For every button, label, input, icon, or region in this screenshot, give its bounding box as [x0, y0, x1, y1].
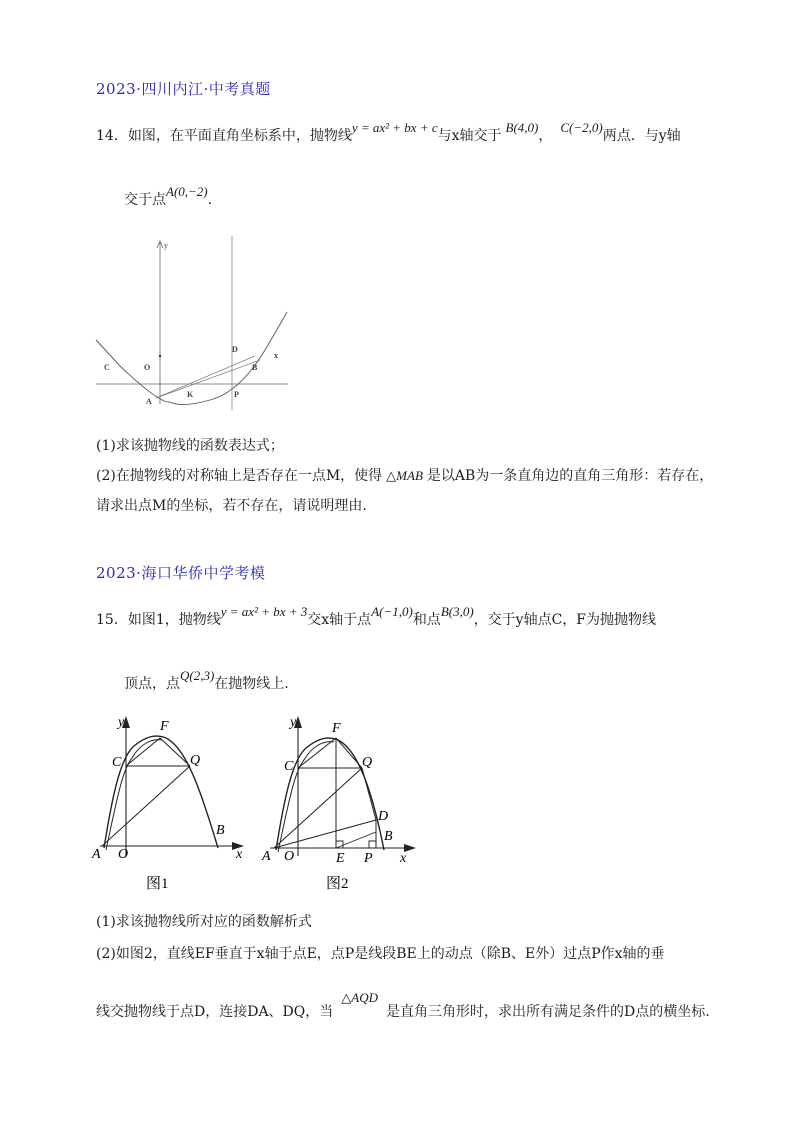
stem-text: 在抛物线上.: [214, 676, 289, 692]
line-ab: [156, 360, 260, 398]
stem-text: 交于点: [124, 192, 166, 208]
label-o: O: [284, 849, 295, 864]
right-angle-p: [369, 841, 376, 848]
label-d: D: [232, 345, 238, 354]
label-b: B: [216, 823, 225, 838]
label-c: C: [112, 755, 122, 770]
label-y: y: [118, 715, 125, 730]
point-b: B(4,0): [505, 120, 539, 135]
stem-text: 交x轴于点: [307, 612, 372, 628]
label-k: K: [187, 390, 194, 399]
triangle-aqd: △AQD: [341, 990, 378, 1005]
label-b: B: [252, 363, 258, 372]
part2-text: 线交抛物线于点D，连接DA、DQ，当: [96, 1004, 334, 1020]
question-14-line1: [96, 120, 681, 146]
part2-text: (2)在抛物线的对称轴上是否存在一点M，使得: [96, 468, 383, 484]
figure-2: [260, 708, 430, 898]
label-x: x: [274, 351, 278, 360]
point-q: Q(2,3): [180, 668, 215, 683]
caption-fig1: 图1: [146, 876, 169, 892]
part2-text: 是以AB为一条直角边的直角三角形：若存在，: [426, 468, 714, 484]
point-c: C(−2,0): [560, 120, 603, 135]
line-qd: [362, 768, 376, 820]
label-x: x: [400, 851, 407, 866]
triangle-mab: △MAB: [386, 468, 423, 483]
label-p: P: [234, 390, 239, 399]
label-y: y: [164, 241, 168, 250]
label-o: O: [118, 847, 129, 862]
q14-part2-line1: [96, 466, 713, 486]
figure-1: [90, 708, 255, 898]
label-o: O: [144, 363, 151, 372]
label-q: Q: [362, 755, 373, 770]
line-fq: [336, 738, 362, 768]
equation: y = ax² + bx + c: [351, 120, 438, 135]
line-ad: [156, 356, 255, 398]
q14-part2-line2: 请求出点M的坐标，若不存在，请说明理由.: [96, 498, 367, 514]
q15-part2-line2: [96, 990, 710, 1022]
label-f: F: [160, 719, 169, 734]
line-aux: [336, 832, 376, 848]
label-q: Q: [190, 753, 201, 768]
stem-text: 如图1，抛物线: [127, 612, 221, 628]
label-a: A: [92, 847, 101, 862]
line-cf: [126, 738, 160, 766]
label-a: A: [146, 397, 152, 406]
q14-part1: (1)求该抛物线的函数表达式；: [96, 438, 284, 454]
q15-part1: (1)求该抛物线所对应的函数解析式: [96, 914, 312, 930]
q15-part2-line1: (2)如图2，直线EF垂直于x轴于点E，点P是线段BE上的动点（除B、E外）过点P作x轴的垂: [96, 946, 665, 962]
stem-text: 与x轴交于: [437, 128, 502, 144]
point-b: B(3,0): [440, 604, 474, 619]
source-tag-2: 2023·海口华侨中学考模: [96, 564, 266, 582]
source-tag-1: 2023·四川内江·中考真题: [96, 80, 271, 98]
point-a: A(0,−2): [166, 184, 208, 199]
label-f: F: [332, 721, 341, 736]
stem-text: 如图，在平面直角坐标系中，抛物线: [127, 128, 352, 144]
question-15-line2: [124, 668, 289, 694]
stem-text: 和点: [412, 612, 441, 628]
equation: y = ax² + bx + 3: [220, 604, 308, 619]
question-15-line1: [96, 604, 657, 630]
line-fq: [160, 738, 190, 766]
point-o-dot: [159, 355, 161, 357]
label-a: A: [262, 849, 271, 864]
point-a: A(−1,0): [371, 604, 413, 619]
caption-fig2: 图2: [326, 876, 349, 892]
period: .: [207, 192, 213, 208]
comma: ，: [538, 128, 553, 144]
label-b: B: [384, 829, 393, 844]
line-cf: [298, 738, 336, 768]
label-c: C: [104, 363, 110, 372]
stem-text: 两点．与y轴: [602, 128, 681, 144]
label-e: E: [336, 851, 345, 866]
part2-text: 是直角三角形时，求出所有满足条件的D点的横坐标.: [385, 1004, 710, 1020]
question-number: 14．: [96, 128, 128, 144]
label-x: x: [236, 847, 243, 862]
figure-q14: [90, 232, 300, 417]
label-p: P: [364, 851, 373, 866]
stem-text: 顶点，点: [124, 676, 180, 692]
label-y: y: [290, 715, 297, 730]
label-d: D: [378, 809, 389, 824]
label-c: C: [284, 759, 294, 774]
question-number: 15．: [96, 612, 128, 628]
question-14-line2: [124, 184, 213, 210]
stem-text: ，交于y轴点C，F为抛抛物线: [473, 612, 657, 628]
